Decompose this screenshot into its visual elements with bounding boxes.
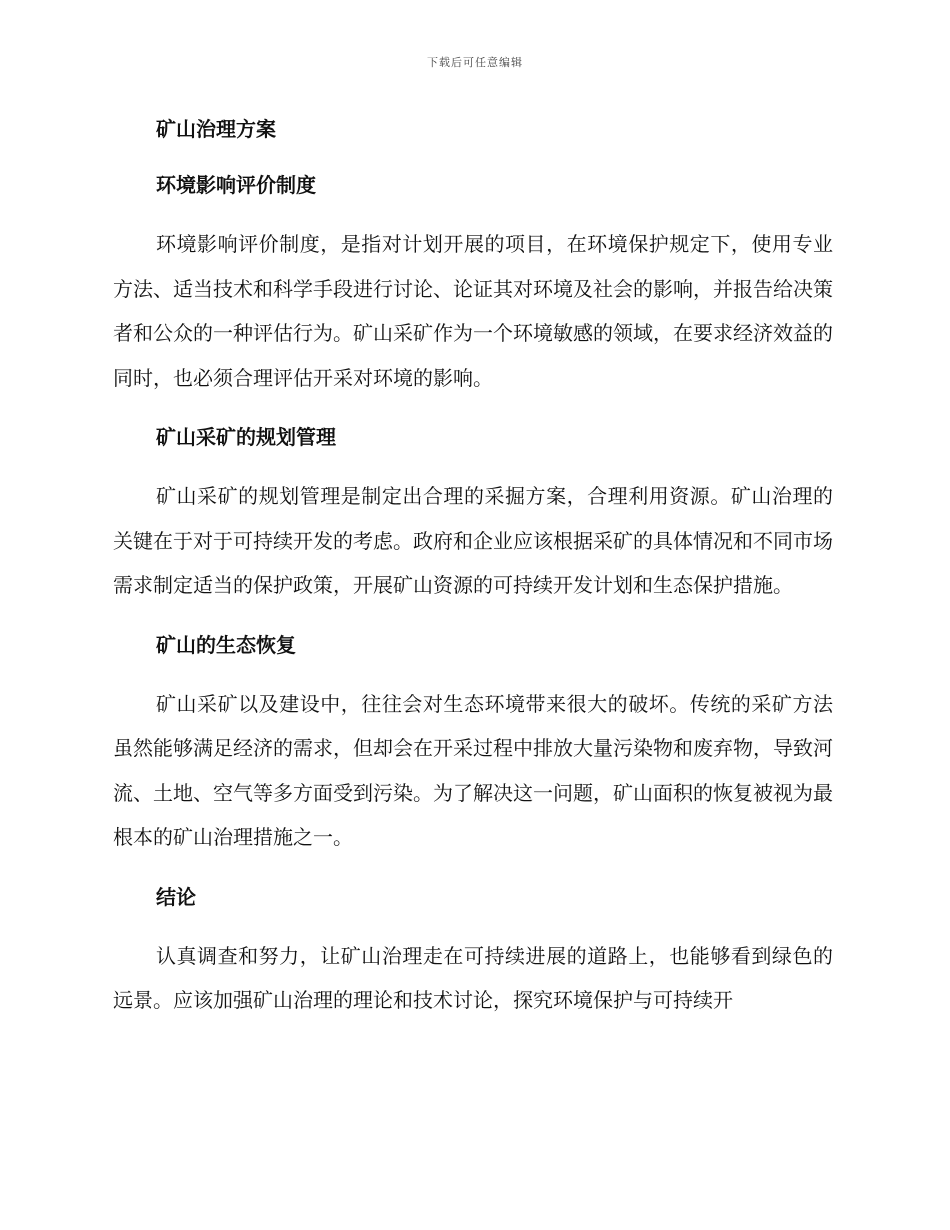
section-heading-conclusion: 结论: [156, 884, 196, 909]
document-title: 矿山治理方案: [156, 117, 276, 141]
section-heading-eia: 环境影响评价制度: [156, 173, 316, 197]
section-paragraph-planning: 矿山采矿的规划管理是制定出合理的采掘方案，合理利用资源。矿山治理的关键在于对于可持续开发的考虑。政府和企业应该根据采矿的具体情况和不同市场需求制定适当的保护政策，开展矿山资源的可持续开发计划和生态保护措施。: [113, 484, 833, 597]
section-heading-planning: 矿山采矿的规划管理: [156, 425, 336, 449]
section-heading-ecological-restoration: 矿山的生态恢复: [156, 632, 296, 657]
section-paragraph-eia: 环境影响评价制度，是指对计划开展的项目，在环境保护规定下，使用专业方法、适当技术和科学手段进行讨论、论证其对环境及社会的影响，并报告给决策者和公众的一种评估行为。矿山采矿作为一个环境敏感的领域，在要求经济效益的同时，也必须合理评估开采对环境的影响。: [113, 232, 833, 390]
document-body: [113, 112, 833, 1043]
header-note: 下载后可任意编辑: [427, 56, 523, 69]
section-paragraph-conclusion: 认真调查和努力，让矿山治理走在可持续进展的道路上，也能够看到绿色的远景。应该加强矿山治理的理论和技术讨论，探究环境保护与可持续开: [113, 943, 833, 1012]
section-paragraph-ecological-restoration: 矿山采矿以及建设中，往往会对生态环境带来很大的破坏。传统的采矿方法虽然能够满足经济的需求，但却会在开采过程中排放大量污染物和废弃物，导致河流、土地、空气等多方面受到污染。为了解决这一问题，矿山面积的恢复被视为最根本的矿山治理措施之一。: [113, 691, 833, 849]
